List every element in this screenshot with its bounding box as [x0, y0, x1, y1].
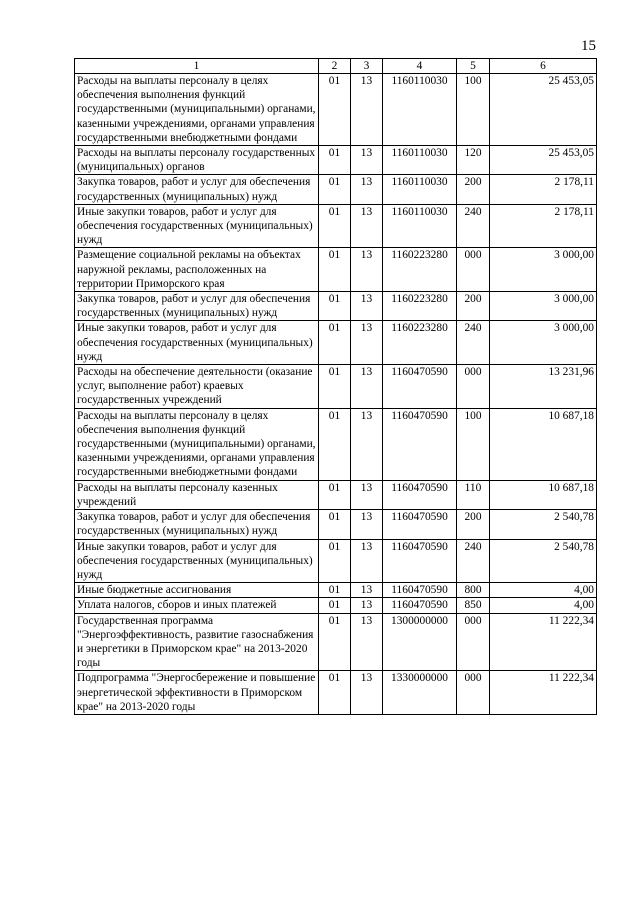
target-article-cell: 1300000000	[383, 613, 457, 671]
target-article-cell: 1160223280	[383, 292, 457, 321]
target-article-cell: 1160470590	[383, 583, 457, 598]
target-article-cell: 1160110030	[383, 175, 457, 204]
amount-cell: 2 178,11	[490, 175, 597, 204]
table-row	[75, 204, 597, 248]
column-header: 4	[383, 59, 457, 74]
table-row	[75, 480, 597, 509]
amount-cell: 25 453,05	[490, 146, 597, 175]
target-article-cell: 1330000000	[383, 671, 457, 715]
expense-type-cell: 100	[457, 408, 490, 480]
table-row	[75, 74, 597, 146]
expense-name-cell: Расходы на выплаты персоналу казенных учреждений	[75, 480, 319, 509]
expense-name-cell: Иные закупки товаров, работ и услуг для обеспечения государственных (муниципальных) нужд	[75, 321, 319, 365]
target-article-cell: 1160110030	[383, 204, 457, 248]
column-header: 1	[75, 59, 319, 74]
section-code-cell: 01	[319, 248, 351, 292]
table-row	[75, 146, 597, 175]
expense-type-cell: 100	[457, 74, 490, 146]
expense-type-cell: 240	[457, 321, 490, 365]
amount-cell: 13 231,96	[490, 365, 597, 409]
target-article-cell: 1160470590	[383, 480, 457, 509]
expense-name-cell: Подпрограмма "Энергосбережение и повышение энергетической эффективности в Приморском крае" на 2013-2020 годы	[75, 671, 319, 715]
expense-name-cell: Иные бюджетные ассигнования	[75, 583, 319, 598]
section-code-cell: 01	[319, 598, 351, 613]
subsection-code-cell: 13	[351, 510, 383, 539]
column-header: 2	[319, 59, 351, 74]
target-article-cell: 1160470590	[383, 539, 457, 583]
table-row	[75, 613, 597, 671]
expense-name-cell: Расходы на выплаты персоналу государственных (муниципальных) органов	[75, 146, 319, 175]
header-row	[75, 59, 597, 74]
amount-cell: 2 540,78	[490, 510, 597, 539]
amount-cell: 4,00	[490, 598, 597, 613]
expense-name-cell: Размещение социальной рекламы на объектах наружной рекламы, расположенных на территории Приморского края	[75, 248, 319, 292]
subsection-code-cell: 13	[351, 248, 383, 292]
amount-cell: 11 222,34	[490, 671, 597, 715]
expense-name-cell: Расходы на обеспечение деятельности (оказание услуг, выполнение работ) краевых государственных учреждений	[75, 365, 319, 409]
table-row	[75, 248, 597, 292]
table-row	[75, 321, 597, 365]
expense-type-cell: 850	[457, 598, 490, 613]
expense-name-cell: Закупка товаров, работ и услуг для обеспечения государственных (муниципальных) нужд	[75, 292, 319, 321]
expense-type-cell: 110	[457, 480, 490, 509]
subsection-code-cell: 13	[351, 598, 383, 613]
expense-type-cell: 200	[457, 175, 490, 204]
section-code-cell: 01	[319, 74, 351, 146]
target-article-cell: 1160470590	[383, 598, 457, 613]
subsection-code-cell: 13	[351, 146, 383, 175]
expense-name-cell: Закупка товаров, работ и услуг для обеспечения государственных (муниципальных) нужд	[75, 175, 319, 204]
subsection-code-cell: 13	[351, 613, 383, 671]
table-row	[75, 598, 597, 613]
section-code-cell: 01	[319, 204, 351, 248]
expense-name-cell: Закупка товаров, работ и услуг для обеспечения государственных (муниципальных) нужд	[75, 510, 319, 539]
expense-type-cell: 000	[457, 613, 490, 671]
table-row	[75, 671, 597, 715]
table-row	[75, 175, 597, 204]
budget-table	[74, 58, 597, 715]
column-header: 5	[457, 59, 490, 74]
expense-type-cell: 120	[457, 146, 490, 175]
amount-cell: 3 000,00	[490, 292, 597, 321]
section-code-cell: 01	[319, 321, 351, 365]
expense-name-cell: Иные закупки товаров, работ и услуг для обеспечения государственных (муниципальных) нужд	[75, 204, 319, 248]
subsection-code-cell: 13	[351, 74, 383, 146]
expense-type-cell: 800	[457, 583, 490, 598]
expense-name-cell: Государственная программа "Энергоэффективность, развитие газоснабжения и энергетики в Приморском крае" на 2013-2020 годы	[75, 613, 319, 671]
table-row	[75, 583, 597, 598]
subsection-code-cell: 13	[351, 480, 383, 509]
amount-cell: 4,00	[490, 583, 597, 598]
expense-type-cell: 200	[457, 292, 490, 321]
amount-cell: 25 453,05	[490, 74, 597, 146]
target-article-cell: 1160223280	[383, 248, 457, 292]
table-row	[75, 539, 597, 583]
column-header: 6	[490, 59, 597, 74]
subsection-code-cell: 13	[351, 365, 383, 409]
expense-name-cell: Расходы на выплаты персоналу в целях обеспечения выполнения функций государственными (муниципальными) органами, казенными учреждениями, органами управления государственными внебюджетными фондами	[75, 74, 319, 146]
expense-type-cell: 240	[457, 204, 490, 248]
subsection-code-cell: 13	[351, 671, 383, 715]
subsection-code-cell: 13	[351, 408, 383, 480]
amount-cell: 3 000,00	[490, 248, 597, 292]
target-article-cell: 1160470590	[383, 510, 457, 539]
expense-type-cell: 000	[457, 248, 490, 292]
expense-type-cell: 000	[457, 671, 490, 715]
subsection-code-cell: 13	[351, 204, 383, 248]
amount-cell: 2 178,11	[490, 204, 597, 248]
amount-cell: 10 687,18	[490, 480, 597, 509]
expense-name-cell: Расходы на выплаты персоналу в целях обеспечения выполнения функций государственными (муниципальными) органами, казенными учреждениями, органами управления государственными внебюджетными фондами	[75, 408, 319, 480]
section-code-cell: 01	[319, 292, 351, 321]
expense-name-cell: Уплата налогов, сборов и иных платежей	[75, 598, 319, 613]
section-code-cell: 01	[319, 365, 351, 409]
page-number: 15	[581, 38, 596, 54]
subsection-code-cell: 13	[351, 292, 383, 321]
target-article-cell: 1160110030	[383, 146, 457, 175]
subsection-code-cell: 13	[351, 539, 383, 583]
expense-type-cell: 000	[457, 365, 490, 409]
section-code-cell: 01	[319, 671, 351, 715]
section-code-cell: 01	[319, 408, 351, 480]
section-code-cell: 01	[319, 539, 351, 583]
section-code-cell: 01	[319, 480, 351, 509]
section-code-cell: 01	[319, 510, 351, 539]
subsection-code-cell: 13	[351, 175, 383, 204]
expense-name-cell: Иные закупки товаров, работ и услуг для обеспечения государственных (муниципальных) нужд	[75, 539, 319, 583]
target-article-cell: 1160110030	[383, 74, 457, 146]
expense-type-cell: 240	[457, 539, 490, 583]
section-code-cell: 01	[319, 175, 351, 204]
section-code-cell: 01	[319, 583, 351, 598]
amount-cell: 3 000,00	[490, 321, 597, 365]
table-row	[75, 408, 597, 480]
target-article-cell: 1160470590	[383, 365, 457, 409]
expense-type-cell: 200	[457, 510, 490, 539]
amount-cell: 10 687,18	[490, 408, 597, 480]
subsection-code-cell: 13	[351, 583, 383, 598]
section-code-cell: 01	[319, 146, 351, 175]
table-row	[75, 365, 597, 409]
amount-cell: 2 540,78	[490, 539, 597, 583]
target-article-cell: 1160223280	[383, 321, 457, 365]
table-row	[75, 510, 597, 539]
target-article-cell: 1160470590	[383, 408, 457, 480]
amount-cell: 11 222,34	[490, 613, 597, 671]
subsection-code-cell: 13	[351, 321, 383, 365]
section-code-cell: 01	[319, 613, 351, 671]
column-header: 3	[351, 59, 383, 74]
table-row	[75, 292, 597, 321]
